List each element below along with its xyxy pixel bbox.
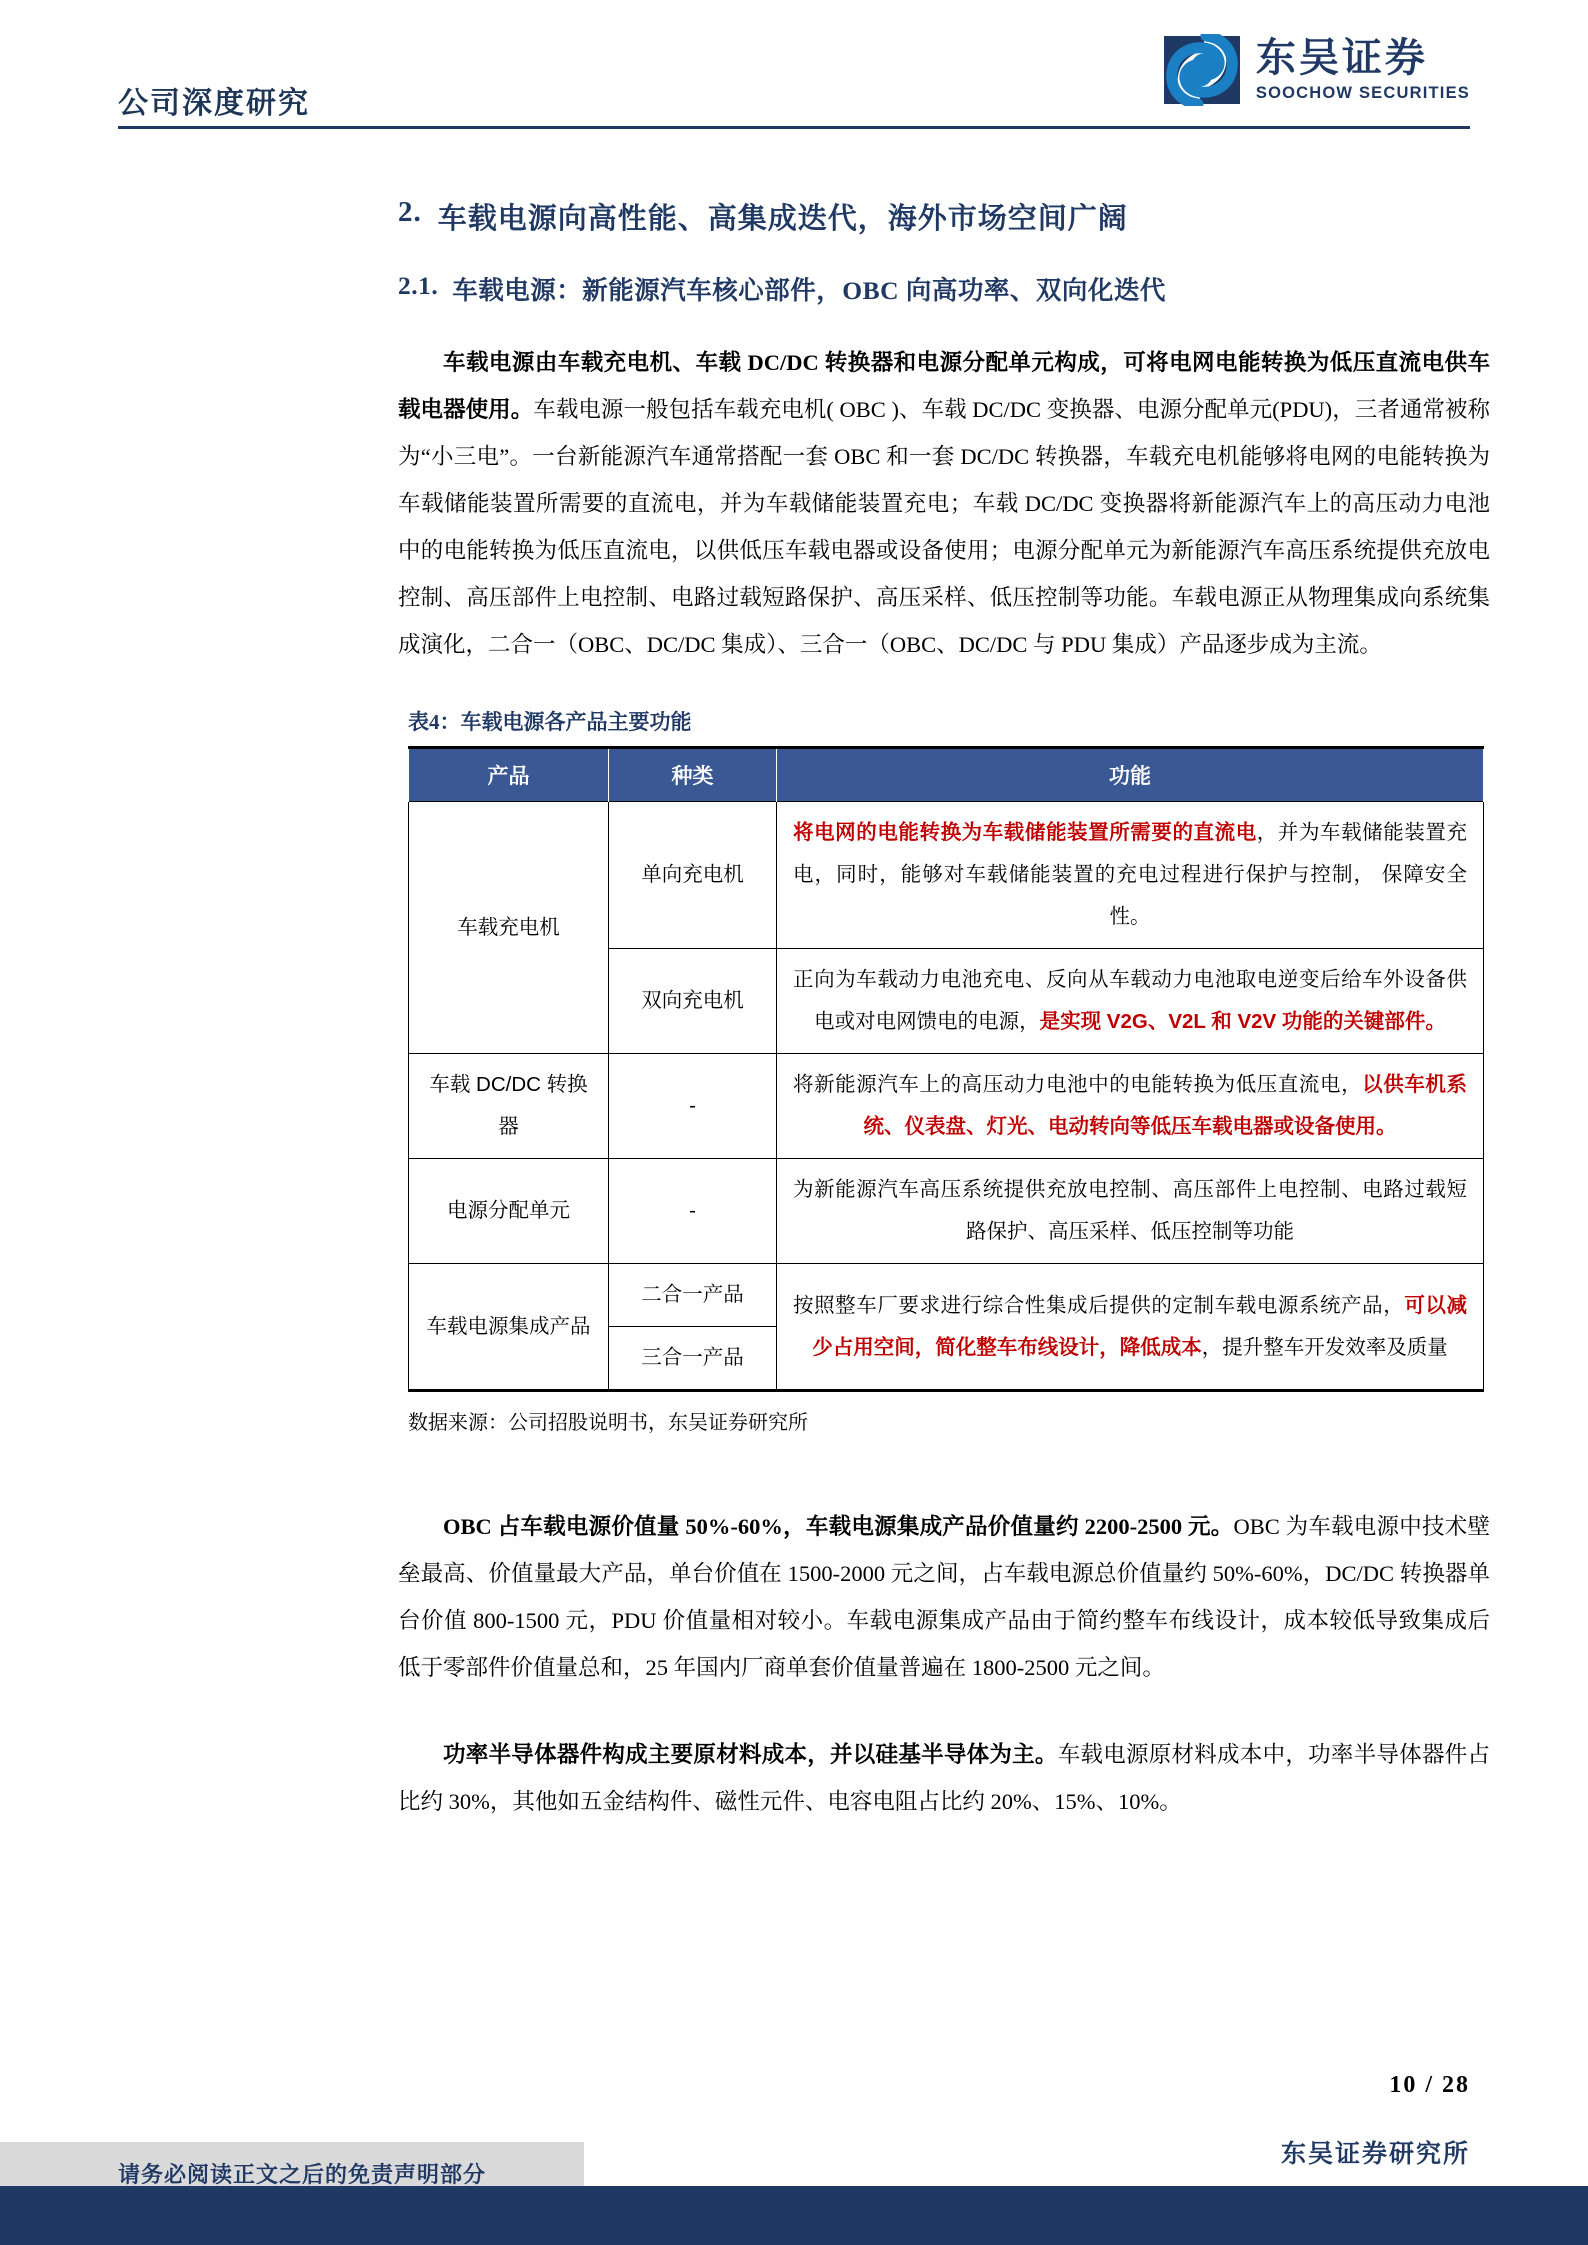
cell-product-obc: 车载充电机 [409,802,609,1054]
footer-disclaimer: 请务必阅读正文之后的免责声明部分 [0,2142,584,2204]
header-divider [118,126,1470,129]
logo-chinese-name: 东吴证券 [1255,36,1428,81]
paragraph-1-lead: 车载电源由车载充电机、车载 DC/DC 转换器和电源分配单元构成，可将电网电能转换为低压直流电供车载电器使用。 [398,350,1490,422]
section-number: 2. [398,196,422,228]
paragraph-2 [398,1503,1490,1691]
plain-text: 将新能源汽车上的高压动力电池中的电能转换为低压直流电， [793,1073,1363,1096]
page-number [1389,2072,1470,2099]
section-title: 车载电源向高性能、高集成迭代，海外市场空间广阔 [437,203,1128,235]
page-header [0,0,1588,148]
subsection-title: 车载电源：新能源汽车核心部件，OBC 向高功率、双向化迭代 [452,276,1166,305]
paragraph-1-body: 车载电源一般包括车载充电机( OBC )、车载 DC/DC 变换器、电源分配单元(PDU)，三者通常被称为“小三电”。一台新能源汽车通常搭配一套 OBC 和一套 DC/DC 转换器，车载充电机能够将电网的电能转换为车载储能装置所需要的直流电，并为车载储能装置充电；车载 DC/DC 变换器将新能源汽车上的高压动力电池中的电能转换为低压直流电，以供低压车载电器或设备使用；电源分配单元为新能源汽车高压系统提供充放电控制、高压部件上电控制、电路过载短路保护、高压采样、低压控制等功能。车载电源正从物理集成向系统集成演化，二合一（OBC、DC/DC 集成）、三合一（OBC、DC/DC 与 PDU 集成）产品逐步成为主流。 [398,397,1490,657]
company-logo [1162,34,1470,106]
cell-kind-pdu: - [609,1159,777,1264]
highlight-text: 是实现 V2G、V2L 和 V2V 功能的关键部件。 [1039,1010,1446,1033]
table-header-function: 功能 [777,748,1484,802]
paragraph-3-lead: 功率半导体器件构成主要原材料成本，并以硅基半导体为主。 [443,1742,1058,1767]
logo-text-block [1256,38,1470,102]
plain-text: ，并为车载储能装置充电，同时，能够对车载储能装置的充电过程进行保护与控制， 保障安全性。 [793,821,1468,928]
page-current: 10 [1389,2072,1418,2098]
cell-function-integrated [777,1264,1484,1391]
page-separator: / [1425,2072,1434,2098]
document-content [398,196,1490,1851]
plain-text: 为新能源汽车高压系统提供充放电控制、高压部件上电控制、电路过载短路保护、高压采样、低压控制等功能 [793,1178,1467,1243]
table-row [409,1264,1484,1327]
table-caption: 表4：车载电源各产品主要功能 [408,710,692,734]
paragraph-1 [398,339,1490,668]
paragraph-3-body: 车载电源原材料成本中，功率半导体器件占比约 30%，其他如五金结构件、磁性元件、电容电阻占比约 20%、15%、10%。 [398,1742,1490,1814]
footer-organization: 东吴证券研究所 [1280,2141,1470,2168]
product-function-table [408,746,1484,1392]
page-total: 28 [1442,2072,1470,2098]
highlight-text: 可以减少占用空间，简化整车布线设计，降低成本 [812,1293,1468,1359]
cell-kind-unidirectional: 单向充电机 [609,802,777,949]
cell-function-dcdc [777,1054,1484,1159]
plain-text: 按照整车厂要求进行综合性集成后提供的定制车载电源系统产品， [793,1293,1405,1317]
highlight-text: 将电网的电能转换为车载储能装置所需要的直流电 [793,821,1257,844]
cell-product-dcdc: 车载 DC/DC 转换器 [409,1054,609,1159]
highlight-text: 以供车机系统、仪表盘、灯光、电动转向等低压车载电器或设备使用。 [863,1073,1468,1138]
cell-kind-dcdc: - [609,1054,777,1159]
soochow-logo-mark [1162,34,1242,106]
table-source-note: 数据来源：公司招股说明书，东吴证券研究所 [408,1412,808,1434]
cell-function-bidirectional [777,949,1484,1054]
plain-text: 正向为车载动力电池充电、反向从车载动力电池取电逆变后给车外设备供电或对电网馈电的电源， [793,968,1467,1033]
header-title: 公司深度研究 [118,87,310,120]
table-header-kind: 种类 [609,748,777,802]
paragraph-3 [398,1731,1490,1825]
footer-bar [0,2186,1588,2245]
cell-kind-three-in-one: 三合一产品 [609,1327,777,1391]
cell-product-integrated: 车载电源集成产品 [409,1264,609,1391]
cell-kind-bidirectional: 双向充电机 [609,949,777,1054]
cell-function-unidirectional [777,802,1484,949]
logo-english-name: SOOCHOW SECURITIES [1255,84,1470,103]
paragraph-2-body: OBC 为车载电源中技术壁垒最高、价值量最大产品，单台价值在 1500-2000 元之间，占车载电源总价值量约 50%-60%，DC/DC 转换器单台价值 800-1500 元，PDU 价值量相对较小。车载电源集成产品由于简约整车布线设计，成本较低导致集成后低于零部件价值量总和，25 年国内厂商单套价值量普遍在 1800-2500 元之间。 [398,1514,1490,1680]
table-row [409,1159,1484,1264]
cell-kind-two-in-one: 二合一产品 [609,1264,777,1327]
table-header-product: 产品 [409,748,609,802]
subsection-heading-2-1 [398,271,1490,307]
cell-function-pdu [777,1159,1484,1264]
table-row [409,1054,1484,1159]
table-header-row [409,748,1484,802]
section-heading-2 [398,196,1490,237]
cell-product-pdu: 电源分配单元 [409,1159,609,1264]
subsection-number: 2.1. [398,271,439,300]
plain-text-tail: ，提升整车开发效率及质量 [1201,1335,1448,1359]
paragraph-2-lead: OBC 占车载电源价值量 50%-60%，车载电源集成产品价值量约 2200-2500 元。 [443,1514,1234,1539]
table-row [409,802,1484,949]
